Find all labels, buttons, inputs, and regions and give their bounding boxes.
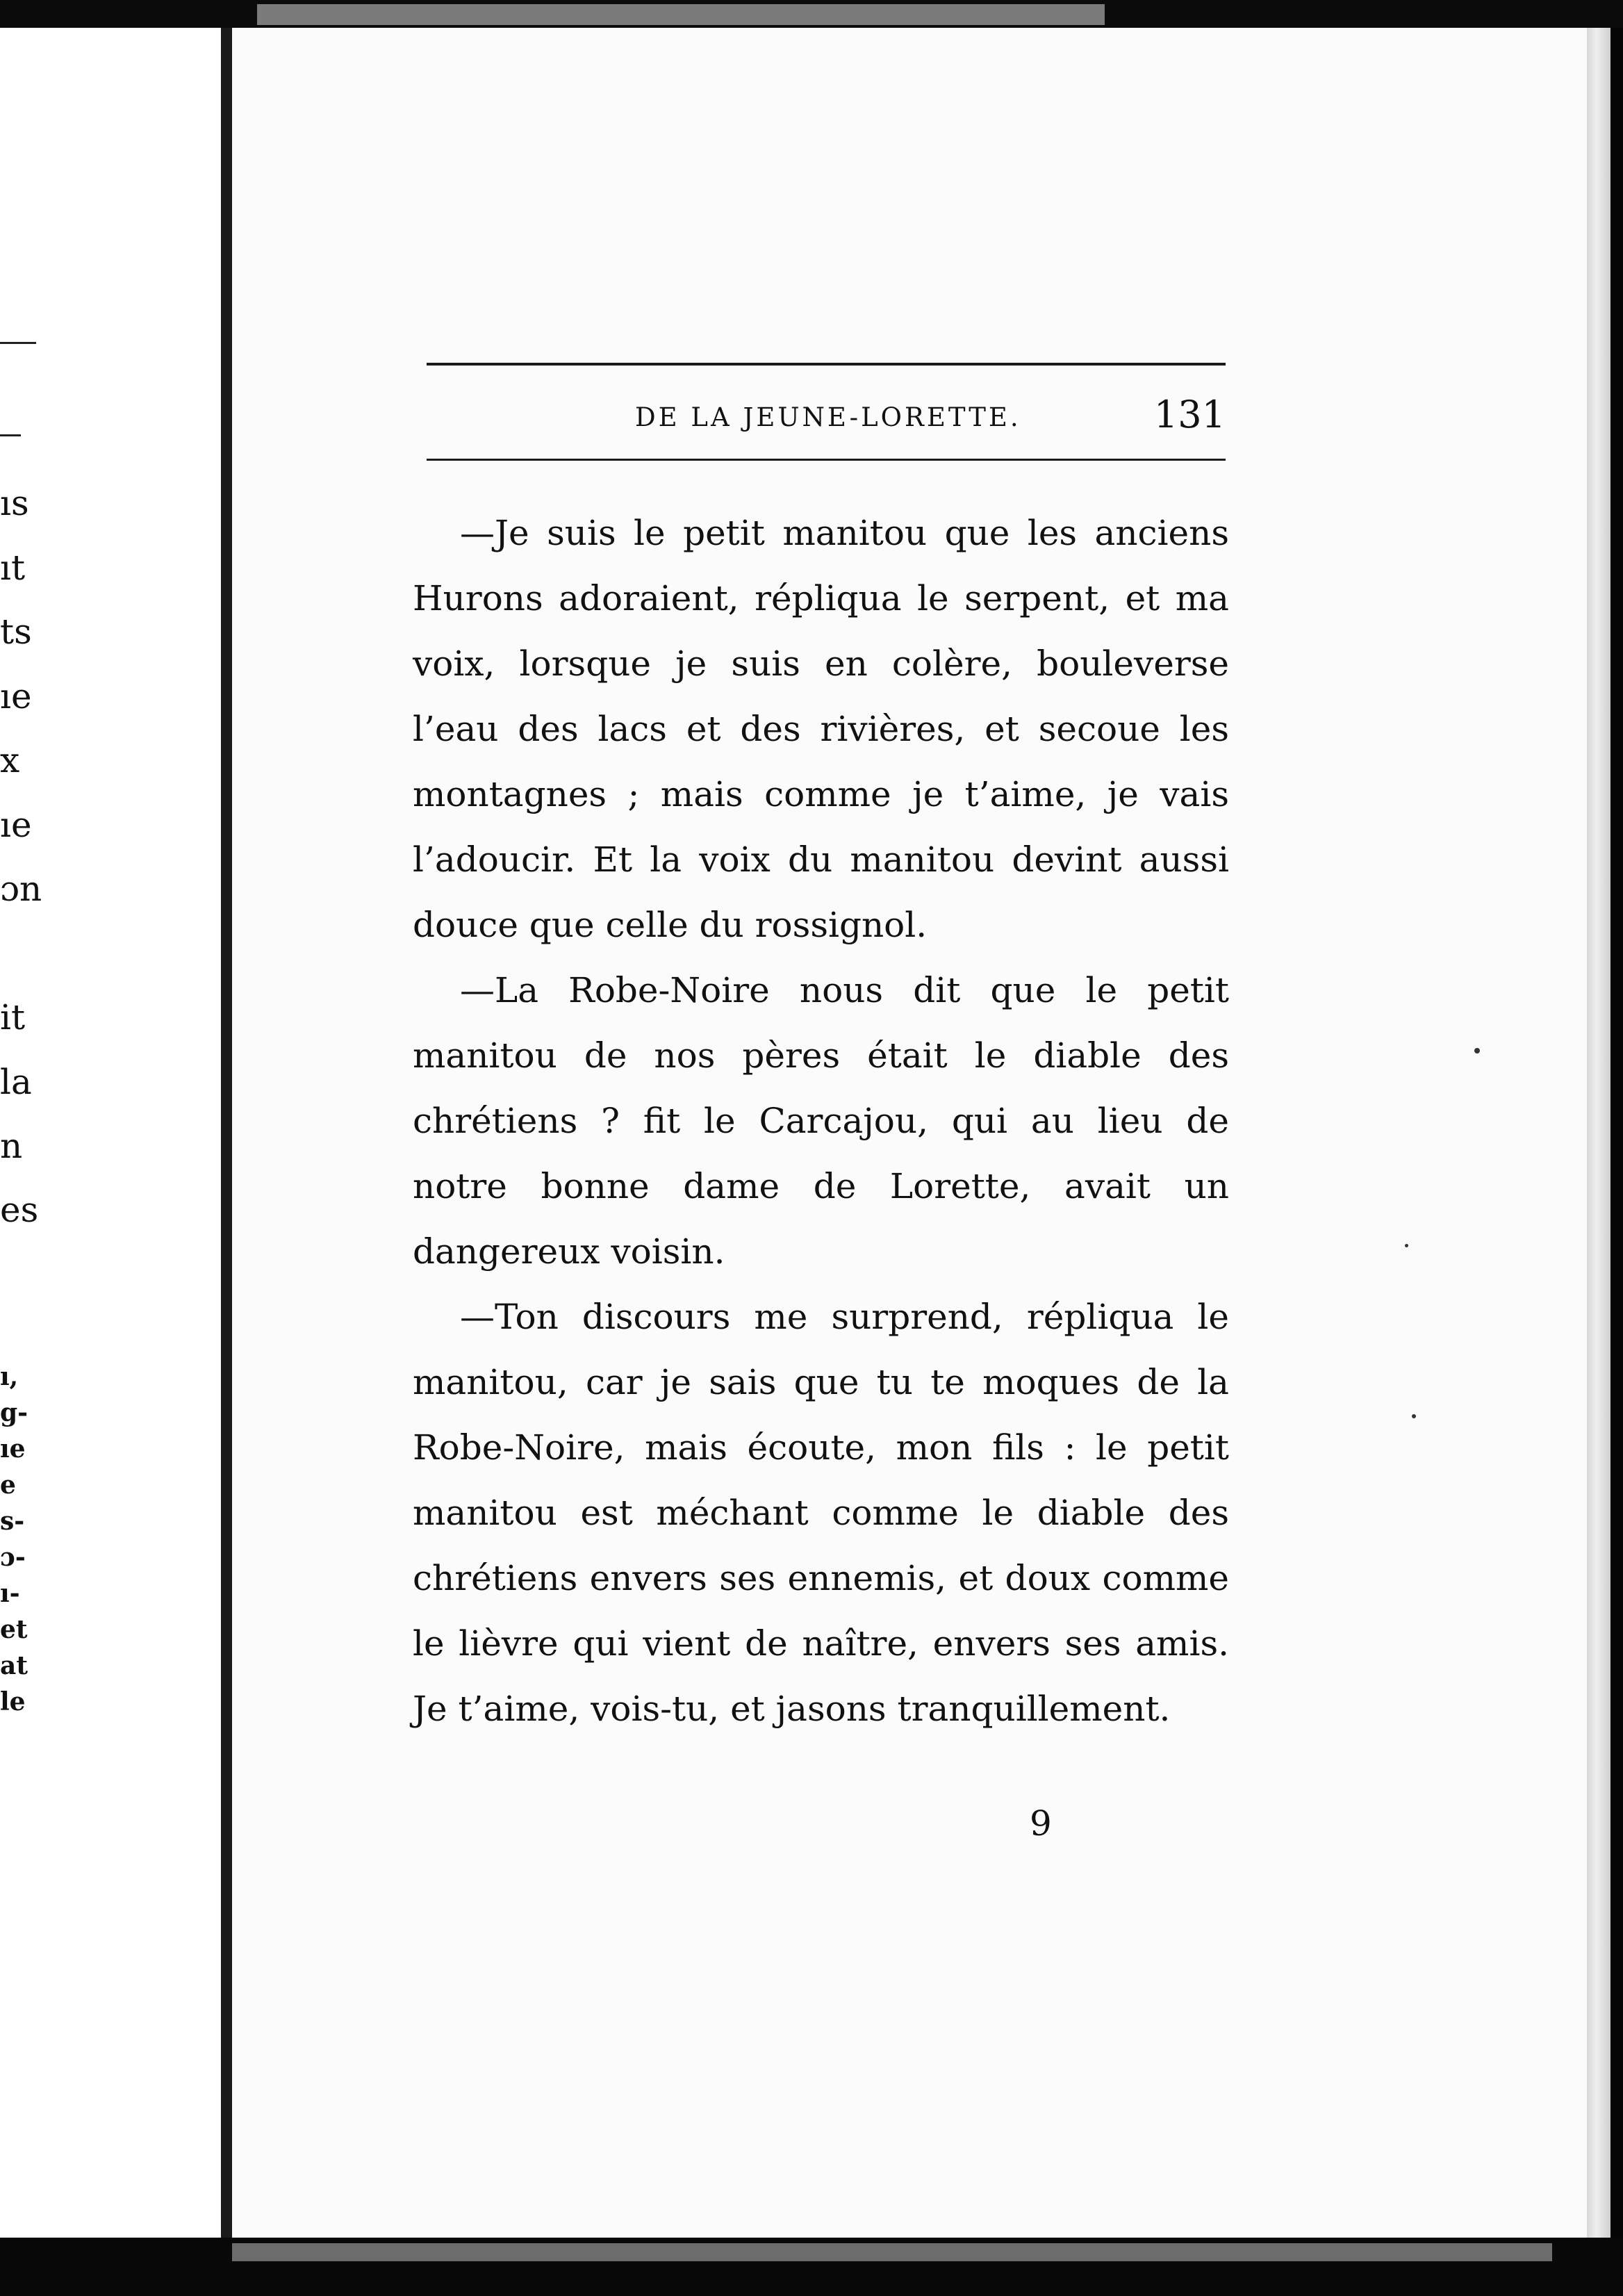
left-page-text: ıe [0,805,32,845]
book-gutter [221,28,232,2238]
header-rule-top [427,363,1226,366]
left-page-text: le [0,1687,26,1716]
book-page [232,28,1587,2238]
paragraph: —La Robe-Noire nous dit que le petit manitou de nos pères était le diable des chrétiens ? fit le Carcajou, qui au lieu de notre bonne dame de Lorette, avait un dangereux voisin. [413,970,1229,1272]
left-page-text: s- [0,1507,25,1536]
left-page-text: ıe [0,676,32,716]
left-page-text: ts [0,612,32,652]
left-page-text: x [0,740,20,780]
left-page-text: ıe [0,1434,26,1463]
left-page-text: es [0,1190,39,1230]
running-head [427,393,1226,448]
scan-speck [1474,1048,1480,1053]
left-page-text: ɔ- [0,1543,26,1572]
paragraph: —Ton discours me surprend, répliqua le manitou, car je sais que tu te moques de la Robe-Noire, mais écoute, mon fils : le petit manitou est méchant comme le diable des chrétiens envers ses ennemis, et doux comme le lièvre qui vient de naître, envers ses amis. Je t’aime, vois-tu, et jasons tranquillement. [413,1297,1229,1729]
left-page-text: ıt [0,548,26,588]
left-page-text: g- [0,1398,28,1427]
signature-mark: 9 [1030,1803,1052,1844]
running-title: DE LA JEUNE-LORETTE. [635,402,1021,432]
scan-top-strip [257,4,1105,25]
left-page-text: ıs [0,483,29,523]
left-page-text: et [0,1615,28,1644]
paragraph: —Je suis le petit manitou que les anciens Hurons adoraient, répliqua le serpent, et ma voix, lorsque je suis en colère, bouleverse l’eau des lacs et des rivières, et secoue les montagnes ; mais comme je t’aime, je vais l’adoucir. Et la voix du manitou devint aussi douce que celle du rossignol. [413,513,1229,945]
scan-speck [1405,1244,1408,1247]
left-page-rule [0,434,21,436]
scan-speck [1412,1414,1416,1418]
left-page-text: ı- [0,1579,20,1608]
left-page-text: ɔn [0,869,42,909]
left-page-text: la [0,1062,32,1102]
left-page-text: n [0,1126,23,1166]
left-page-fragment [0,28,221,2238]
left-page-text: ı, [0,1362,19,1391]
scan-bottom-strip [232,2243,1552,2261]
page-edge [1587,28,1610,2238]
left-page-rule [0,342,36,344]
left-page-text: at [0,1651,28,1680]
left-page-text: e [0,1470,16,1500]
body-text [413,500,1229,1741]
page-number: 131 [1153,393,1226,436]
left-page-text: it [0,997,26,1038]
header-rule-bottom [427,459,1226,461]
